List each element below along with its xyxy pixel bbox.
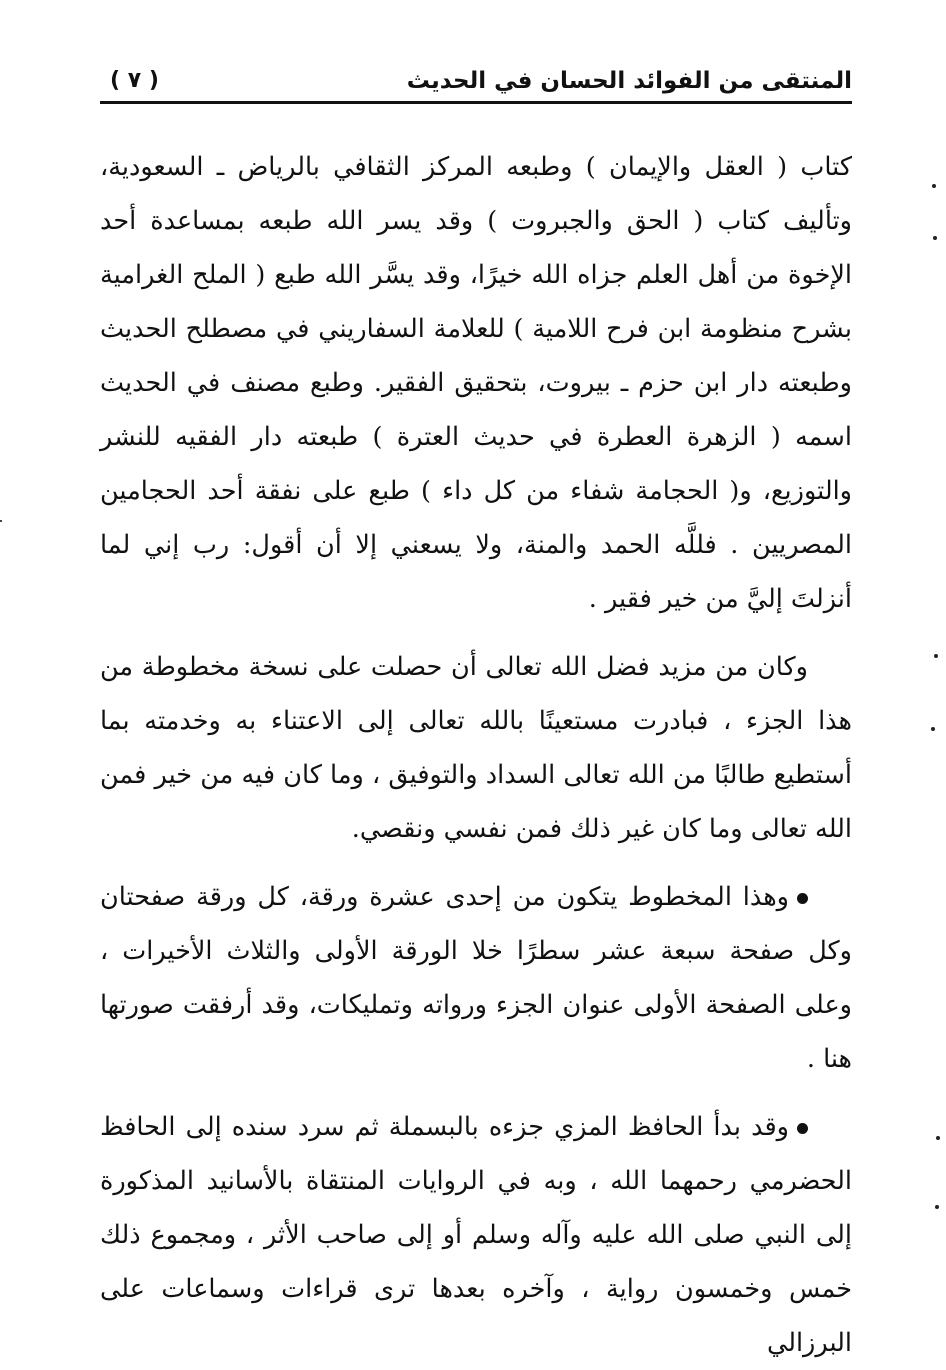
paragraph-1-text: كتاب ( العقل والإيمان ) وطبعه المركز الثقافي بالرياض ـ السعودية، وتأليف كتاب ( الحق والجبروت ) وقد يسر الله طبعه بمساعدة أحد الإخوة من أهل العلم جزاه الله خيرًا، وقد يسَّر الله طبع ( الملح الغرامية بشرح منظومة ابن فرح اللامية ) للعلامة السفاريني في مصطلح الحديث وطبعته دار ابن حزم ـ بيروت، بتحقيق الفقير. وطبع مصنف في الحديث اسمه ( الزهرة العطرة في حديث العترة ) طبعته دار الفقيه للنشر والتوزيع، و( الحجامة شفاء من كل داء ) طبع على نفقة أحد الحجامين المصريين . فللَّه الحمد والمنة، ولا يسعني إلا أن أقول: رب إني لما أنزلتَ إليَّ من خير فقير . [100,152,852,614]
paragraph-3 [100,870,852,1086]
paragraph-4-text: وقد بدأ الحافظ المزي جزءه بالبسملة ثم سرد سنده إلى الحافظ الحضرمي رحمهما الله ، وبه في الروايات المنتقاة بالأسانيد المذكورة إلى النبي صلى الله عليه وآله وسلم أو إلى صاحب الأثر ، ومجموع ذلك خمس وخمسون رواية ، وآخره بعدها ترى قراءات وسماعات على البرزالي [100,1112,852,1358]
scan-speck [934,654,938,658]
bullet-icon [797,1123,808,1134]
scan-speck [933,236,937,240]
scan-speck [0,520,2,522]
scan-speck [931,727,935,731]
body-text [100,140,852,1370]
running-title: المنتقى من الفوائد الحسان في الحديث [406,68,852,94]
page-number: ( ٧ ) [110,68,159,93]
running-header [100,64,852,102]
scan-speck [932,184,936,188]
paragraph-4 [100,1100,852,1370]
paragraph-3-text: وهذا المخطوط يتكون من إحدى عشرة ورقة، كل ورقة صفحتان وكل صفحة سبعة عشر سطرًا خلا الورقة الأولى والثلاث الأخيرات ، وعلى الصفحة الأولى عنوان الجزء ورواته وتمليكات، وقد أرفقت صورتها هنا . [100,882,852,1074]
scan-speck [936,1136,940,1140]
scan-speck [935,1205,939,1209]
paragraph-1 [100,140,852,626]
header-rule [100,101,852,104]
bullet-icon [797,893,808,904]
paragraph-2-text: وكان من مزيد فضل الله تعالى أن حصلت على نسخة مخطوطة من هذا الجزء ، فبادرت مستعينًا بالله تعالى إلى الاعتناء به وخدمته بما أستطيع طالبًا من الله تعالى السداد والتوفيق ، وما كان فيه من خير فمن الله تعالى وما كان غير ذلك فمن نفسي ونقصي. [100,652,852,844]
paragraph-2 [100,640,852,856]
